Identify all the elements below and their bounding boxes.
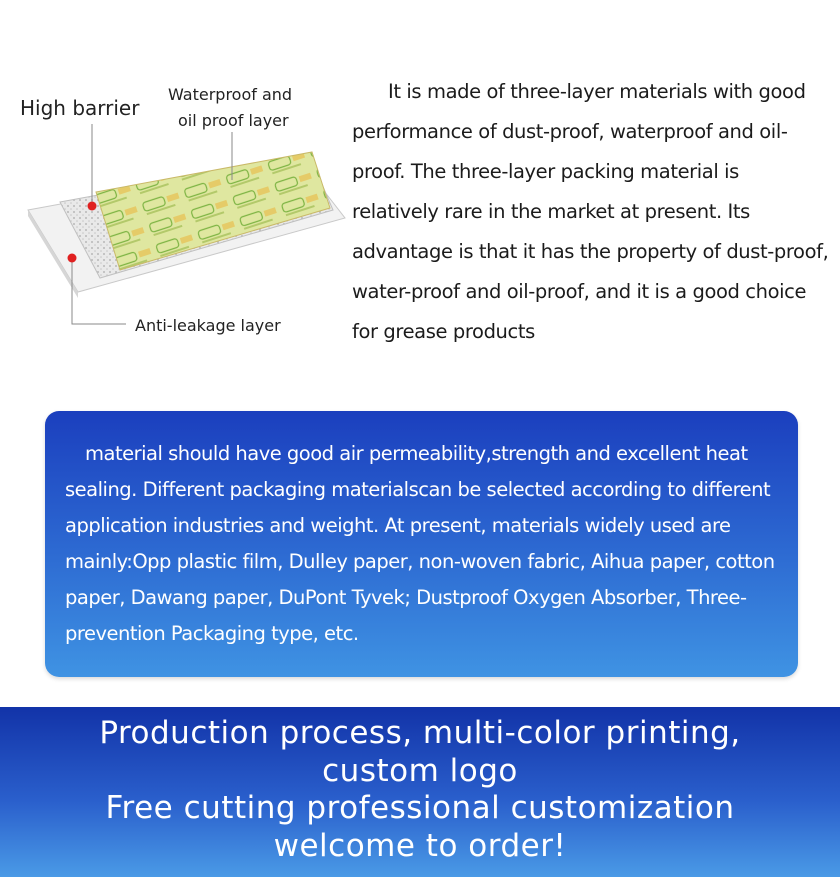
intro-paragraph: It is made of three-layer materials with good performance of dust-proof, waterproof and oil-proof. The three-layer packing material is relatively rare in the market at present. Its advantage is that it has the property of dust-proof, water-proof and oil-proof, and it is a good choice for grease products: [352, 80, 829, 343]
banner-line-3: Free cutting professional customization: [105, 790, 735, 826]
anti-leakage-label: Anti-leakage layer: [135, 316, 281, 335]
waterproof-label-line2: oil proof layer: [178, 111, 289, 130]
banner-line-2: custom logo: [322, 752, 518, 789]
high-barrier-label: High barrier: [20, 96, 140, 120]
anti-leakage-marker-dot: [68, 254, 77, 263]
banner-line-4: welcome to order!: [273, 827, 567, 864]
waterproof-layer-label: [168, 82, 292, 134]
banner-line-1: Production process, multi-color printing,: [99, 715, 741, 751]
layer-diagram: [0, 60, 350, 360]
waterproof-label-line1: Waterproof and: [168, 85, 293, 104]
materials-info-box: [45, 411, 798, 677]
promo-banner: [0, 707, 840, 877]
materials-paragraph: material should have good air permeability,strength and excellent heat sealing. Different packaging materialscan be selected according to different application industries and weight. At present, materials widely used are mainly:Opp plastic film, Dulley paper, non-woven fabric, Aihua paper, cotton paper, Dawang paper, DuPont Tyvek; Dustproof Oxygen Absorber, Three-prevention Packaging type, etc.: [65, 442, 775, 645]
high-barrier-marker-dot: [88, 202, 97, 211]
